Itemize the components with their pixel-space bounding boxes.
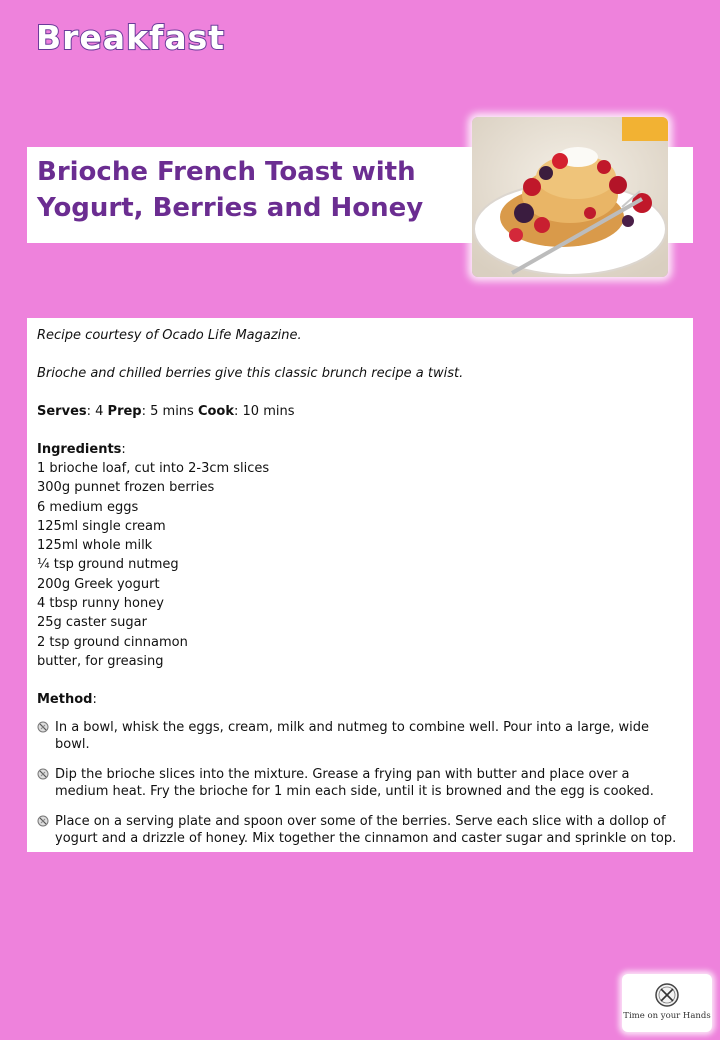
cook-value: : 10 mins — [234, 404, 295, 419]
logo-text: Time on your Hands — [623, 1011, 711, 1021]
recipe-title-line-2: Yogurt, Berries and Honey — [37, 193, 424, 223]
bullet-icon — [37, 768, 49, 780]
list-item: 6 medium eggs — [37, 499, 139, 515]
list-item: 4 tbsp runny honey — [37, 596, 164, 612]
cook-label: Cook — [197, 404, 235, 419]
ingredients-heading: Ingredients — [37, 442, 122, 457]
method-steps — [37, 719, 683, 847]
clock-icon — [654, 982, 680, 1008]
list-item: 25g caster sugar — [37, 615, 147, 631]
list-item — [37, 719, 683, 753]
list-item: 125ml single cream — [37, 518, 166, 534]
list-item — [37, 766, 683, 800]
recipe-meta — [37, 402, 683, 421]
list-item: ¼ tsp ground nutmeg — [37, 557, 179, 573]
ingredients-list — [37, 459, 683, 671]
serves-value: : 4 — [86, 404, 108, 419]
bullet-icon — [37, 721, 49, 733]
ingredients-heading-line: Ingredients: — [37, 442, 126, 457]
method-step-text: In a bowl, whisk the eggs, cream, milk and nutmeg to combine well. Pour into a large, wide bowl. — [55, 720, 649, 753]
list-item: 125ml whole milk — [37, 538, 153, 554]
recipe-content — [27, 318, 693, 852]
recipe-description: Brioche and chilled berries give this classic brunch recipe a twist. — [37, 366, 464, 381]
section-title: Breakfast — [36, 18, 226, 57]
list-item: 2 tsp ground cinnamon — [37, 634, 188, 650]
list-item: 300g punnet frozen berries — [37, 480, 215, 496]
courtesy-text: Recipe courtesy of Ocado Life Magazine. — [37, 328, 302, 343]
recipe-photo — [472, 117, 668, 277]
french-toast-photo-icon — [472, 117, 668, 277]
time-on-your-hands-logo — [622, 974, 712, 1032]
recipe-title-line-1: Brioche French Toast with — [37, 157, 416, 187]
method-step-text: Place on a serving plate and spoon over some of the berries. Serve each slice with a dollop of yogurt and a drizzle of honey. Mix together the cinnamon and caster sugar and sprinkle on top. — [55, 814, 677, 847]
method-heading: Method — [37, 692, 93, 708]
list-item: 200g Greek yogurt — [37, 576, 160, 592]
list-item — [37, 813, 683, 847]
list-item: 1 brioche loaf, cut into 2-3cm slices — [37, 461, 270, 476]
serves-label: Serves — [37, 404, 87, 419]
list-item: butter, for greasing — [37, 653, 164, 669]
method-step-text: Dip the brioche slices into the mixture. Grease a frying pan with butter and place over a medium heat. Fry the brioche for 1 min each side, until it is browned and the egg is cooked. — [55, 767, 654, 800]
prep-label: Prep — [107, 404, 142, 419]
prep-value: : 5 mins — [141, 404, 198, 419]
bullet-icon — [37, 815, 49, 827]
method-heading-line: Method: — [37, 692, 97, 708]
recipe-title — [37, 154, 467, 226]
